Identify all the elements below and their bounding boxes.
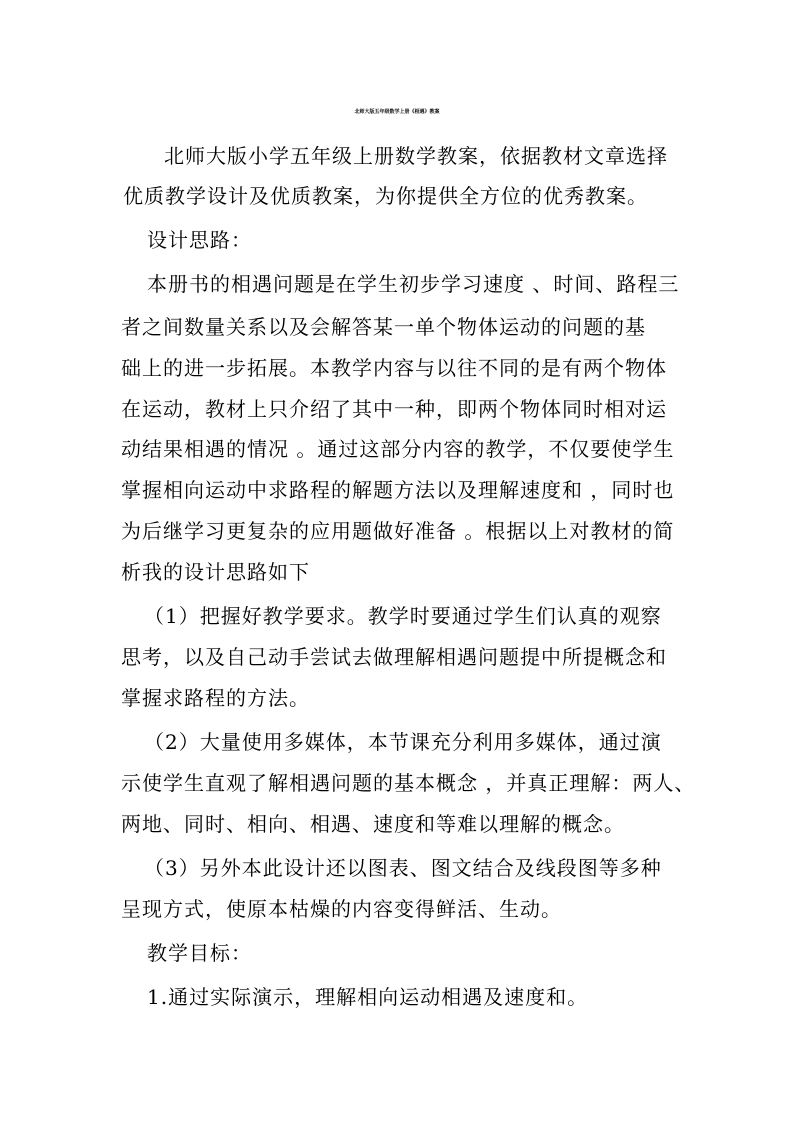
document-title: 北师大版五年级数学上册《相遇》教案 [354,109,440,115]
text-line: （1）把握好教学要求。教学时要通过学生们认真的观察 [144,604,662,628]
text-line: 本册书的相遇问题是在学生初步学习速度 、时间、路程三 [147,272,680,296]
text-line: 设计思路： [147,228,252,252]
text-line: 者之间数量关系以及会解答某一单个物体运动的问题的基 [121,315,646,339]
text-line: 教学目标： [147,941,252,965]
text-line: 动结果相遇的情况 。通过这部分内容的教学，不仅要使学生 [121,437,675,461]
text-line: 思考，以及自己动手尝试去做理解相遇问题提中所提概念和 [121,645,667,669]
text-line: 掌握求路程的方法。 [121,686,310,710]
text-line: 础上的进一步拓展。本教学内容与以往不同的是有两个物体 [121,356,667,380]
text-line: 掌握相向运动中求路程的解题方法以及理解速度和 ，同时也 [121,478,675,502]
text-line: （3）另外本此设计还以图表、图文结合及线段图等多种 [144,856,662,880]
text-line: 1.通过实际演示，理解相向运动相遇及速度和。 [147,985,589,1009]
text-line: 示使学生直观了解相遇问题的基本概念 ，并真正理解：两人、 [121,771,696,795]
text-line: 两地、同时、相向、相遇、速度和等难以理解的概念。 [121,812,625,836]
text-line: 析我的设计思路如下 [121,560,310,584]
text-line: 在运动，教材上只介绍了其中一种，即两个物体同时相对运 [121,397,667,421]
text-line: 北师大版小学五年级上册数学教案，依据教材文章选择 [164,144,668,168]
text-line: 呈现方式，使原本枯燥的内容变得鲜活、生动。 [121,897,562,921]
text-line: 为后继学习更复杂的应用题做好准备 。根据以上对教材的简 [121,519,675,543]
text-line: （2）大量使用多媒体，本节课充分利用多媒体，通过演 [144,730,662,754]
text-line: 优质教学设计及优质教案，为你提供全方位的优秀教案。 [123,184,648,208]
